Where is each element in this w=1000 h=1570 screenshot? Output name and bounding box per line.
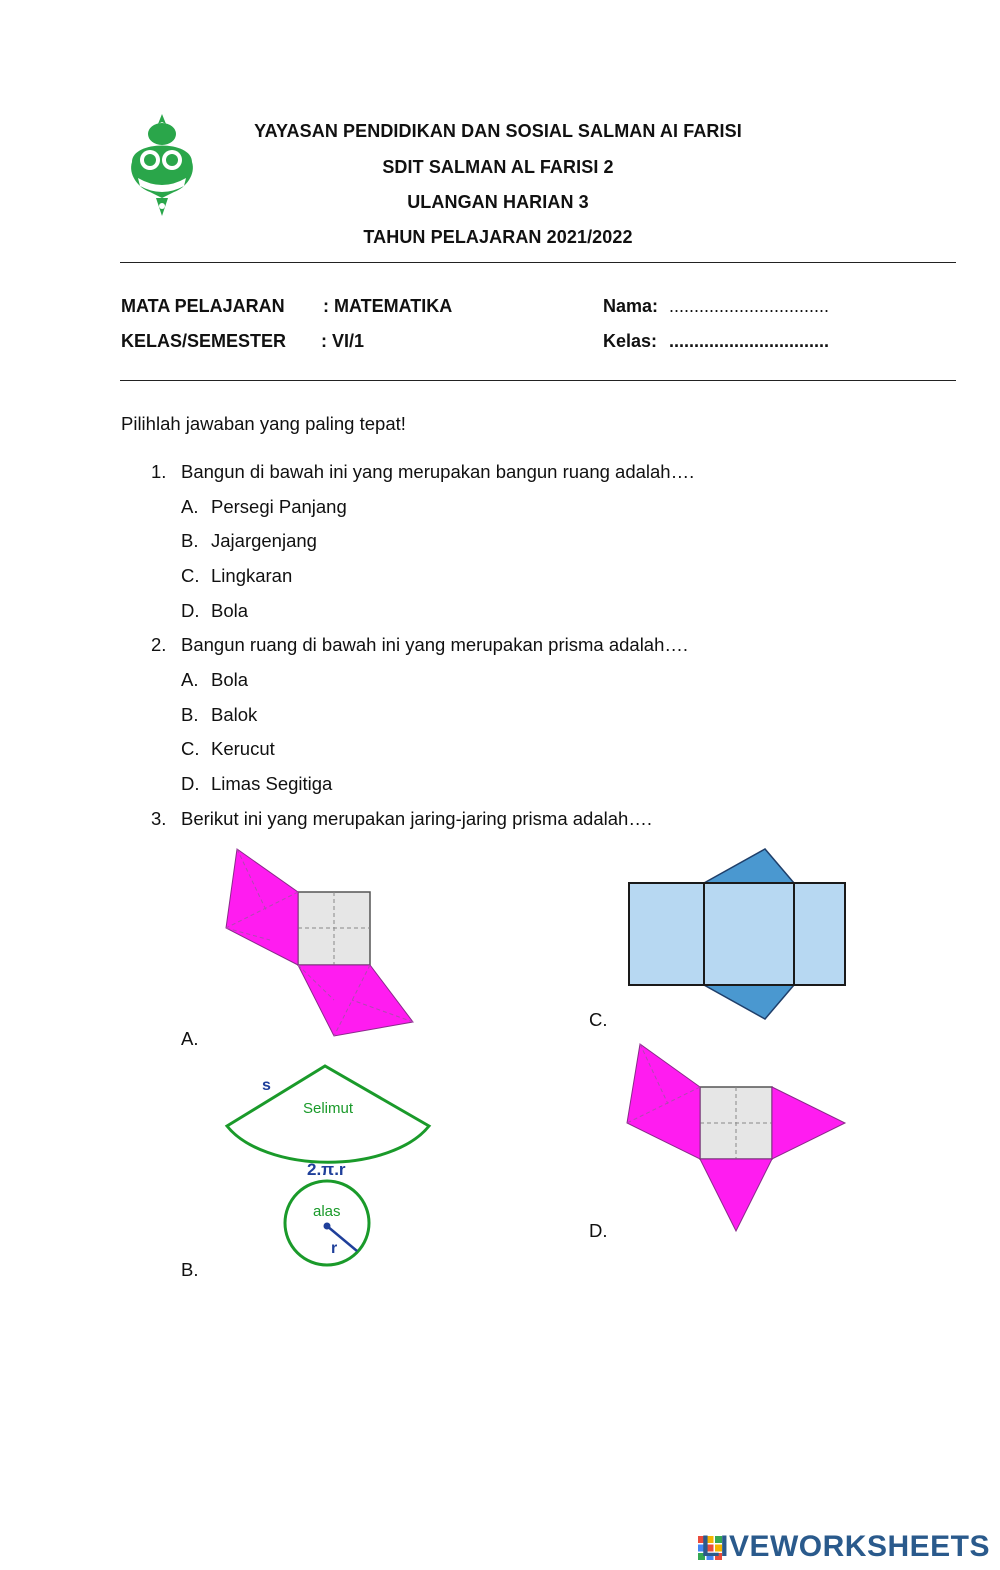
image-option-c-label: C. — [589, 1009, 608, 1030]
cone-lateral-label: Selimut — [303, 1100, 354, 1117]
question-1 — [151, 461, 694, 483]
class-semester-label: KELAS/SEMESTER — [121, 331, 287, 351]
option-1d[interactable] — [181, 600, 248, 622]
question-text: Berikut ini yang merupakan jaring-jaring prisma adalah…. — [181, 808, 652, 829]
question-2 — [151, 634, 688, 656]
cone-arc-label: 2.π.r — [307, 1160, 346, 1179]
foundation-name: YAYASAN PENDIDIKAN DAN SOSIAL SALMAN AI FARISI — [254, 121, 742, 141]
image-option-a-label: A. — [181, 1028, 199, 1049]
subject-value: : MATEMATIKA — [323, 296, 453, 316]
image-option-d-label: D. — [589, 1220, 608, 1241]
footer-brand[interactable]: LIVEWORKSHEETS — [701, 1530, 990, 1563]
option-letter: A. — [181, 669, 199, 690]
option-1a[interactable] — [181, 496, 347, 518]
option-2c[interactable] — [181, 738, 275, 760]
option-letter: C. — [181, 565, 200, 586]
option-text: Bola — [211, 600, 249, 621]
option-text: Kerucut — [211, 738, 275, 759]
question-number: 3. — [151, 808, 167, 829]
cone-radius-label: r — [331, 1240, 338, 1257]
option-text: Limas Segitiga — [211, 773, 333, 794]
net-image-b[interactable] — [220, 1062, 434, 1270]
kelas-field[interactable]: ................................ — [669, 331, 830, 351]
question-number: 1. — [151, 461, 167, 482]
net-image-a[interactable] — [222, 846, 417, 1042]
option-1b[interactable] — [181, 530, 317, 552]
net-image-d[interactable] — [624, 1040, 848, 1234]
option-letter: A. — [181, 496, 199, 517]
option-text: Jajargenjang — [211, 530, 317, 551]
instruction: Pilihlah jawaban yang paling tepat! — [121, 413, 406, 434]
header-divider — [120, 262, 956, 263]
school-name: SDIT SALMAN AL FARISI 2 — [382, 157, 614, 177]
question-text: Bangun di bawah ini yang merupakan bangun ruang adalah…. — [181, 461, 695, 482]
name-label: Nama: — [603, 296, 659, 316]
option-2a[interactable] — [181, 669, 248, 691]
option-letter: B. — [181, 704, 199, 725]
cone-base-label: alas — [313, 1203, 341, 1220]
cone-slant-label: s — [262, 1077, 271, 1094]
option-text: Lingkaran — [211, 565, 293, 586]
option-letter: B. — [181, 530, 199, 551]
subject-label: MATA PELAJARAN — [121, 296, 285, 316]
option-2d[interactable] — [181, 773, 332, 795]
option-letter: D. — [181, 600, 200, 621]
option-1c[interactable] — [181, 565, 292, 587]
option-letter: C. — [181, 738, 200, 759]
net-image-c[interactable] — [626, 846, 848, 1022]
image-option-b-label: B. — [181, 1259, 199, 1280]
name-field[interactable]: ................................ — [669, 296, 830, 316]
question-3 — [151, 808, 652, 830]
academic-year: TAHUN PELAJARAN 2021/2022 — [363, 227, 633, 247]
option-2b[interactable] — [181, 704, 257, 726]
class-semester-value: : VI/1 — [321, 331, 365, 351]
option-text: Balok — [211, 704, 258, 725]
option-letter: D. — [181, 773, 200, 794]
info-divider — [120, 380, 956, 381]
exam-title: ULANGAN HARIAN 3 — [407, 192, 589, 212]
option-text: Persegi Panjang — [211, 496, 347, 517]
option-text: Bola — [211, 669, 249, 690]
question-text: Bangun ruang di bawah ini yang merupakan prisma adalah…. — [181, 634, 689, 655]
kelas-label: Kelas: — [603, 331, 658, 351]
question-number: 2. — [151, 634, 167, 655]
